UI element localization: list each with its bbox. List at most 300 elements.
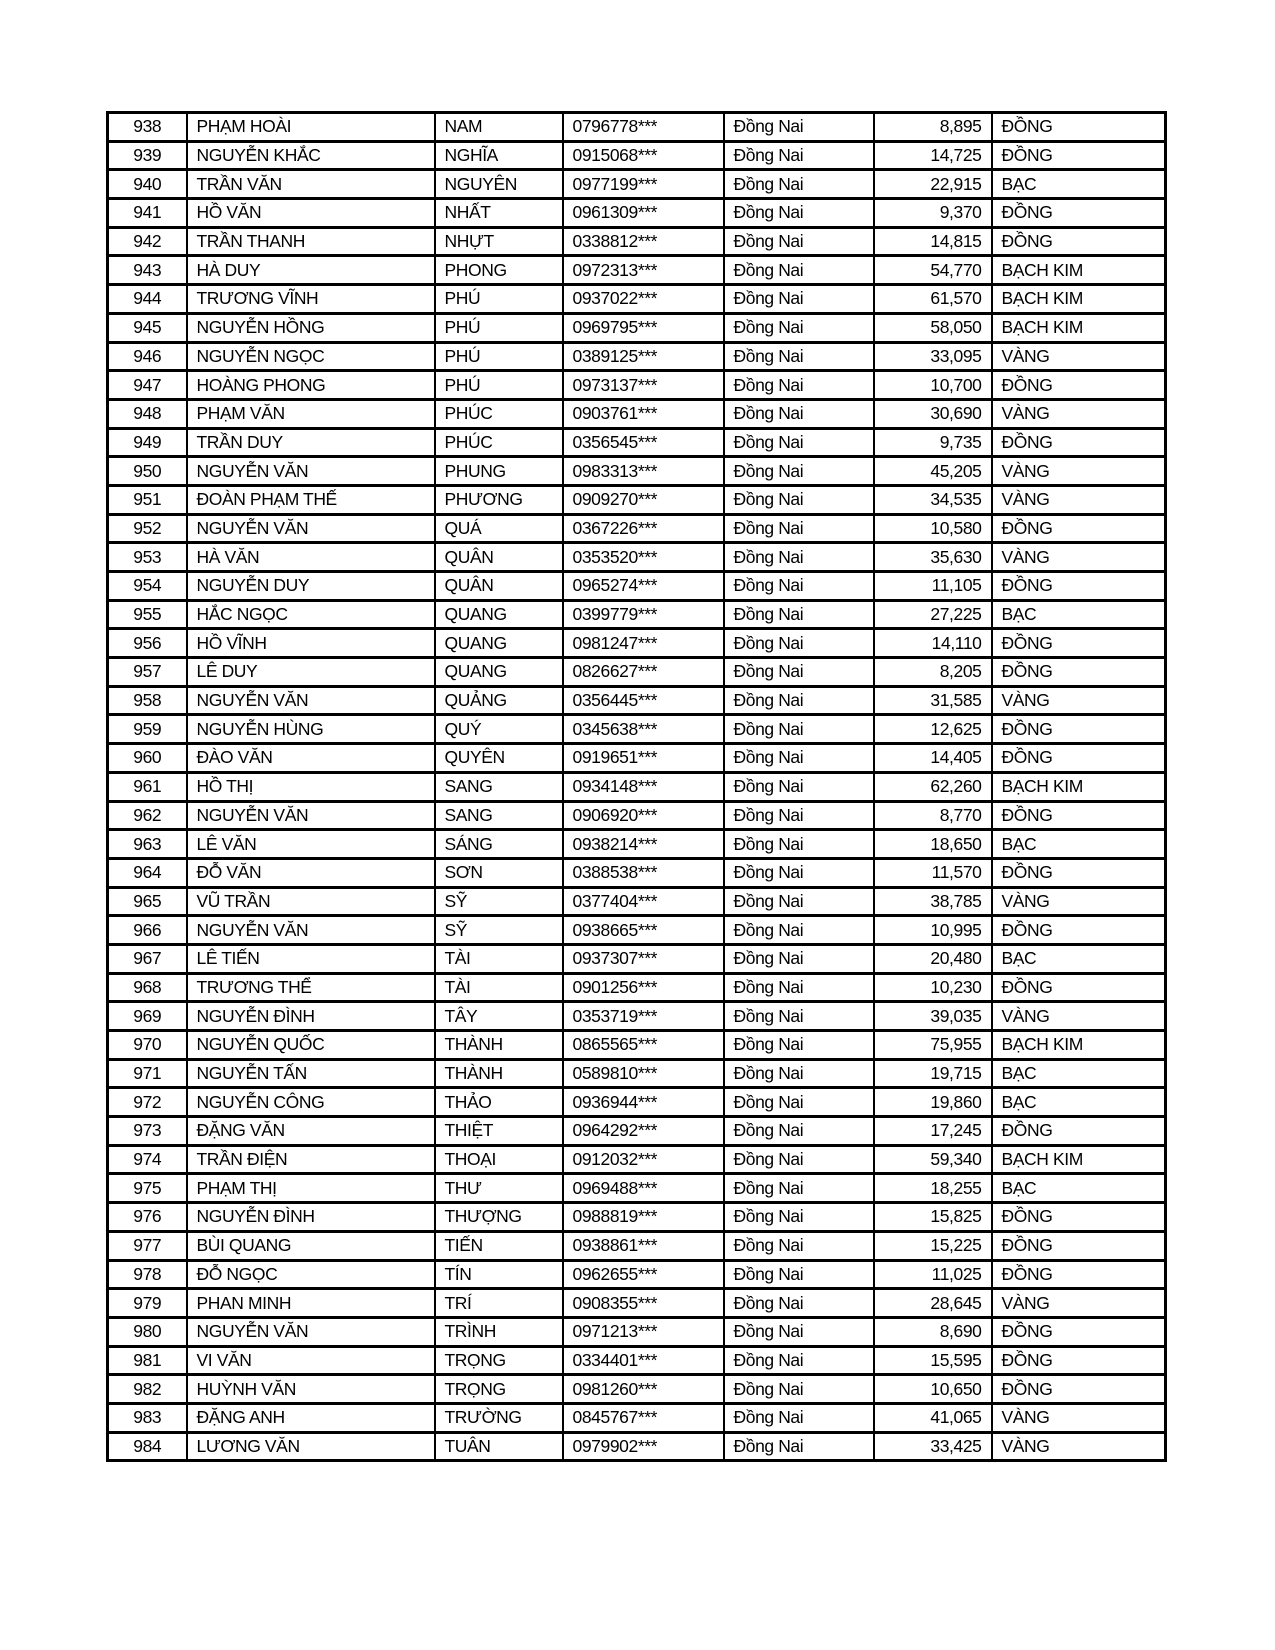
cell-first_name: QUÁ (435, 514, 563, 543)
cell-last_name: NGUYỄN HỒNG (187, 313, 435, 342)
cell-points: 17,245 (874, 1117, 992, 1146)
cell-points: 35,630 (874, 543, 992, 572)
table-row (108, 801, 1166, 830)
cell-last_name: PHẠM HOÀI (187, 113, 435, 142)
cell-phone: 0919651*** (563, 744, 724, 773)
cell-province: Đồng Nai (724, 973, 874, 1002)
cell-index: 961 (108, 772, 187, 801)
cell-province: Đồng Nai (724, 801, 874, 830)
cell-first_name: PHÚ (435, 285, 563, 314)
cell-last_name: NGUYỄN HÙNG (187, 715, 435, 744)
cell-phone: 0965274*** (563, 572, 724, 601)
cell-province: Đồng Nai (724, 113, 874, 142)
cell-province: Đồng Nai (724, 1231, 874, 1260)
cell-index: 972 (108, 1088, 187, 1117)
cell-tier: ĐỒNG (992, 428, 1166, 457)
cell-tier: BẠCH KIM (992, 256, 1166, 285)
cell-phone: 0961309*** (563, 199, 724, 228)
cell-index: 964 (108, 858, 187, 887)
table-row (108, 1375, 1166, 1404)
cell-tier: ĐỒNG (992, 973, 1166, 1002)
cell-last_name: NGUYỄN VĂN (187, 457, 435, 486)
cell-province: Đồng Nai (724, 830, 874, 859)
cell-last_name: ĐẶNG ANH (187, 1403, 435, 1432)
cell-phone: 0912032*** (563, 1145, 724, 1174)
cell-points: 10,230 (874, 973, 992, 1002)
cell-phone: 0389125*** (563, 342, 724, 371)
cell-tier: BẠCH KIM (992, 285, 1166, 314)
table-row (108, 658, 1166, 687)
cell-index: 957 (108, 658, 187, 687)
cell-last_name: VI VĂN (187, 1346, 435, 1375)
cell-first_name: SỸ (435, 887, 563, 916)
cell-province: Đồng Nai (724, 1289, 874, 1318)
cell-index: 953 (108, 543, 187, 572)
cell-phone: 0901256*** (563, 973, 724, 1002)
table-row (108, 600, 1166, 629)
cell-province: Đồng Nai (724, 1203, 874, 1232)
cell-tier: ĐỒNG (992, 141, 1166, 170)
cell-points: 14,815 (874, 227, 992, 256)
cell-tier: VÀNG (992, 1289, 1166, 1318)
cell-tier: ĐỒNG (992, 715, 1166, 744)
cell-index: 956 (108, 629, 187, 658)
cell-last_name: HỒ VĂN (187, 199, 435, 228)
cell-last_name: NGUYỄN VĂN (187, 801, 435, 830)
cell-tier: BẠCH KIM (992, 1145, 1166, 1174)
cell-tier: ĐỒNG (992, 744, 1166, 773)
cell-phone: 0826627*** (563, 658, 724, 687)
cell-first_name: QUÂN (435, 572, 563, 601)
cell-points: 11,105 (874, 572, 992, 601)
cell-index: 977 (108, 1231, 187, 1260)
cell-phone: 0338812*** (563, 227, 724, 256)
cell-last_name: HỒ VĨNH (187, 629, 435, 658)
cell-first_name: THƯỢNG (435, 1203, 563, 1232)
cell-last_name: TRẦN VĂN (187, 170, 435, 199)
cell-points: 33,095 (874, 342, 992, 371)
cell-phone: 0936944*** (563, 1088, 724, 1117)
cell-points: 28,645 (874, 1289, 992, 1318)
cell-tier: BẠC (992, 1174, 1166, 1203)
cell-index: 975 (108, 1174, 187, 1203)
cell-province: Đồng Nai (724, 658, 874, 687)
table-row (108, 973, 1166, 1002)
cell-points: 15,825 (874, 1203, 992, 1232)
cell-first_name: TIẾN (435, 1231, 563, 1260)
cell-tier: ĐỒNG (992, 371, 1166, 400)
cell-tier: ĐỒNG (992, 801, 1166, 830)
cell-first_name: TRỌNG (435, 1346, 563, 1375)
cell-first_name: NHẤT (435, 199, 563, 228)
cell-tier: BẠC (992, 170, 1166, 199)
cell-points: 33,425 (874, 1432, 992, 1461)
cell-tier: ĐỒNG (992, 658, 1166, 687)
cell-index: 974 (108, 1145, 187, 1174)
table-row (108, 686, 1166, 715)
cell-index: 950 (108, 457, 187, 486)
table-row (108, 1403, 1166, 1432)
cell-tier: BẠCH KIM (992, 772, 1166, 801)
cell-phone: 0983313*** (563, 457, 724, 486)
cell-province: Đồng Nai (724, 141, 874, 170)
cell-tier: ĐỒNG (992, 227, 1166, 256)
cell-points: 22,915 (874, 170, 992, 199)
cell-phone: 0981247*** (563, 629, 724, 658)
table-row (108, 342, 1166, 371)
cell-last_name: BÙI QUANG (187, 1231, 435, 1260)
cell-last_name: LÊ TIẾN (187, 944, 435, 973)
table-row (108, 1260, 1166, 1289)
table-row (108, 1145, 1166, 1174)
table-row (108, 170, 1166, 199)
cell-last_name: ĐỖ VĂN (187, 858, 435, 887)
cell-first_name: TÀI (435, 944, 563, 973)
table-row (108, 1031, 1166, 1060)
cell-province: Đồng Nai (724, 514, 874, 543)
cell-points: 54,770 (874, 256, 992, 285)
cell-points: 62,260 (874, 772, 992, 801)
table-row (108, 858, 1166, 887)
cell-points: 14,405 (874, 744, 992, 773)
cell-first_name: PHÚ (435, 342, 563, 371)
cell-first_name: TRÌNH (435, 1317, 563, 1346)
cell-phone: 0865565*** (563, 1031, 724, 1060)
cell-province: Đồng Nai (724, 1403, 874, 1432)
cell-province: Đồng Nai (724, 1145, 874, 1174)
cell-province: Đồng Nai (724, 629, 874, 658)
cell-points: 41,065 (874, 1403, 992, 1432)
cell-province: Đồng Nai (724, 342, 874, 371)
cell-index: 949 (108, 428, 187, 457)
cell-tier: ĐỒNG (992, 1375, 1166, 1404)
cell-points: 11,570 (874, 858, 992, 887)
cell-last_name: NGUYỄN KHẮC (187, 141, 435, 170)
table-row (108, 199, 1166, 228)
cell-first_name: QUANG (435, 600, 563, 629)
cell-last_name: NGUYỄN DUY (187, 572, 435, 601)
cell-first_name: PHÚC (435, 399, 563, 428)
cell-first_name: NHỰT (435, 227, 563, 256)
cell-last_name: PHẠM VĂN (187, 399, 435, 428)
cell-first_name: TÂY (435, 1002, 563, 1031)
cell-points: 8,770 (874, 801, 992, 830)
table-row (108, 399, 1166, 428)
cell-first_name: SÁNG (435, 830, 563, 859)
table-row (108, 256, 1166, 285)
cell-phone: 0979902*** (563, 1432, 724, 1461)
cell-points: 38,785 (874, 887, 992, 916)
table-row (108, 916, 1166, 945)
cell-province: Đồng Nai (724, 1317, 874, 1346)
cell-phone: 0969795*** (563, 313, 724, 342)
cell-first_name: THIỆT (435, 1117, 563, 1146)
cell-last_name: HỒ THỊ (187, 772, 435, 801)
cell-points: 14,110 (874, 629, 992, 658)
cell-phone: 0903761*** (563, 399, 724, 428)
cell-tier: VÀNG (992, 342, 1166, 371)
table-row (108, 715, 1166, 744)
cell-last_name: TRẦN THANH (187, 227, 435, 256)
cell-tier: VÀNG (992, 1002, 1166, 1031)
cell-province: Đồng Nai (724, 371, 874, 400)
cell-last_name: NGUYỄN ĐÌNH (187, 1002, 435, 1031)
cell-tier: BẠC (992, 830, 1166, 859)
cell-last_name: ĐẶNG VĂN (187, 1117, 435, 1146)
cell-first_name: PHONG (435, 256, 563, 285)
table-row (108, 485, 1166, 514)
cell-province: Đồng Nai (724, 1375, 874, 1404)
cell-index: 943 (108, 256, 187, 285)
cell-phone: 0377404*** (563, 887, 724, 916)
cell-phone: 0906920*** (563, 801, 724, 830)
table-row (108, 744, 1166, 773)
cell-first_name: QUANG (435, 658, 563, 687)
cell-index: 945 (108, 313, 187, 342)
cell-tier: BẠC (992, 1059, 1166, 1088)
cell-tier: VÀNG (992, 457, 1166, 486)
cell-points: 18,650 (874, 830, 992, 859)
cell-points: 19,860 (874, 1088, 992, 1117)
cell-index: 971 (108, 1059, 187, 1088)
cell-province: Đồng Nai (724, 1346, 874, 1375)
cell-points: 11,025 (874, 1260, 992, 1289)
cell-tier: ĐỒNG (992, 858, 1166, 887)
cell-index: 969 (108, 1002, 187, 1031)
cell-index: 960 (108, 744, 187, 773)
cell-province: Đồng Nai (724, 399, 874, 428)
cell-index: 938 (108, 113, 187, 142)
cell-points: 9,735 (874, 428, 992, 457)
cell-last_name: NGUYỄN VĂN (187, 1317, 435, 1346)
cell-tier: VÀNG (992, 399, 1166, 428)
cell-points: 61,570 (874, 285, 992, 314)
table-row (108, 543, 1166, 572)
cell-province: Đồng Nai (724, 686, 874, 715)
cell-last_name: HOÀNG PHONG (187, 371, 435, 400)
cell-tier: BẠC (992, 600, 1166, 629)
cell-last_name: VŨ TRẦN (187, 887, 435, 916)
cell-index: 940 (108, 170, 187, 199)
cell-index: 942 (108, 227, 187, 256)
cell-phone: 0971213*** (563, 1317, 724, 1346)
cell-first_name: QUYÊN (435, 744, 563, 773)
cell-last_name: LÊ VĂN (187, 830, 435, 859)
cell-last_name: NGUYỄN TẤN (187, 1059, 435, 1088)
cell-phone: 0973137*** (563, 371, 724, 400)
table-row (108, 141, 1166, 170)
cell-province: Đồng Nai (724, 887, 874, 916)
cell-last_name: NGUYỄN QUỐC (187, 1031, 435, 1060)
cell-last_name: NGUYỄN VĂN (187, 514, 435, 543)
cell-last_name: HẮC NGỌC (187, 600, 435, 629)
cell-phone: 0353719*** (563, 1002, 724, 1031)
cell-province: Đồng Nai (724, 1059, 874, 1088)
cell-points: 20,480 (874, 944, 992, 973)
cell-first_name: THẢO (435, 1088, 563, 1117)
cell-phone: 0964292*** (563, 1117, 724, 1146)
cell-phone: 0909270*** (563, 485, 724, 514)
cell-tier: ĐỒNG (992, 1317, 1166, 1346)
cell-last_name: NGUYỄN NGỌC (187, 342, 435, 371)
cell-last_name: NGUYỄN VĂN (187, 686, 435, 715)
cell-last_name: TRƯƠNG VĨNH (187, 285, 435, 314)
cell-first_name: QUẢNG (435, 686, 563, 715)
cell-province: Đồng Nai (724, 1088, 874, 1117)
cell-points: 8,895 (874, 113, 992, 142)
cell-index: 941 (108, 199, 187, 228)
table-row (108, 514, 1166, 543)
cell-index: 952 (108, 514, 187, 543)
table-row (108, 285, 1166, 314)
cell-province: Đồng Nai (724, 916, 874, 945)
cell-points: 39,035 (874, 1002, 992, 1031)
cell-index: 947 (108, 371, 187, 400)
cell-index: 968 (108, 973, 187, 1002)
cell-index: 979 (108, 1289, 187, 1318)
cell-first_name: NGHĨA (435, 141, 563, 170)
cell-index: 951 (108, 485, 187, 514)
cell-index: 946 (108, 342, 187, 371)
cell-first_name: QUANG (435, 629, 563, 658)
cell-province: Đồng Nai (724, 944, 874, 973)
cell-first_name: PHÚC (435, 428, 563, 457)
cell-points: 19,715 (874, 1059, 992, 1088)
cell-phone: 0367226*** (563, 514, 724, 543)
cell-last_name: PHẠM THỊ (187, 1174, 435, 1203)
cell-phone: 0977199*** (563, 170, 724, 199)
ranking-table-body (108, 113, 1166, 1461)
cell-province: Đồng Nai (724, 256, 874, 285)
cell-first_name: QUÝ (435, 715, 563, 744)
cell-last_name: TRƯƠNG THỂ (187, 973, 435, 1002)
cell-province: Đồng Nai (724, 313, 874, 342)
cell-points: 12,625 (874, 715, 992, 744)
cell-index: 984 (108, 1432, 187, 1461)
cell-points: 75,955 (874, 1031, 992, 1060)
cell-last_name: NGUYỄN VĂN (187, 916, 435, 945)
table-row (108, 1002, 1166, 1031)
cell-tier: ĐỒNG (992, 514, 1166, 543)
cell-phone: 0353520*** (563, 543, 724, 572)
cell-first_name: THÀNH (435, 1059, 563, 1088)
cell-last_name: HUỲNH VĂN (187, 1375, 435, 1404)
cell-phone: 0981260*** (563, 1375, 724, 1404)
cell-phone: 0388538*** (563, 858, 724, 887)
cell-index: 980 (108, 1317, 187, 1346)
cell-tier: VÀNG (992, 1403, 1166, 1432)
table-row (108, 113, 1166, 142)
cell-index: 948 (108, 399, 187, 428)
table-row (108, 1203, 1166, 1232)
cell-points: 58,050 (874, 313, 992, 342)
cell-province: Đồng Nai (724, 572, 874, 601)
cell-tier: VÀNG (992, 887, 1166, 916)
cell-tier: BẠCH KIM (992, 313, 1166, 342)
cell-points: 30,690 (874, 399, 992, 428)
cell-phone: 0356445*** (563, 686, 724, 715)
cell-points: 34,535 (874, 485, 992, 514)
table-row (108, 1432, 1166, 1461)
cell-first_name: TRƯỜNG (435, 1403, 563, 1432)
cell-province: Đồng Nai (724, 285, 874, 314)
cell-last_name: PHAN MINH (187, 1289, 435, 1318)
cell-first_name: PHÚ (435, 313, 563, 342)
table-row (108, 1289, 1166, 1318)
cell-province: Đồng Nai (724, 1117, 874, 1146)
cell-province: Đồng Nai (724, 1432, 874, 1461)
cell-points: 10,995 (874, 916, 992, 945)
cell-last_name: TRẦN ĐIỆN (187, 1145, 435, 1174)
cell-tier: ĐỒNG (992, 629, 1166, 658)
cell-first_name: THƯ (435, 1174, 563, 1203)
cell-phone: 0962655*** (563, 1260, 724, 1289)
cell-first_name: TRÍ (435, 1289, 563, 1318)
cell-province: Đồng Nai (724, 428, 874, 457)
cell-first_name: TUÂN (435, 1432, 563, 1461)
cell-points: 15,225 (874, 1231, 992, 1260)
cell-tier: BẠC (992, 944, 1166, 973)
cell-first_name: NAM (435, 113, 563, 142)
cell-tier: ĐỒNG (992, 572, 1166, 601)
cell-first_name: SỸ (435, 916, 563, 945)
cell-first_name: TÍN (435, 1260, 563, 1289)
table-row (108, 944, 1166, 973)
cell-tier: ĐỒNG (992, 1117, 1166, 1146)
table-row (108, 1317, 1166, 1346)
cell-last_name: NGUYỄN ĐÌNH (187, 1203, 435, 1232)
cell-first_name: PHƯƠNG (435, 485, 563, 514)
cell-last_name: LÊ DUY (187, 658, 435, 687)
cell-province: Đồng Nai (724, 1174, 874, 1203)
cell-phone: 0399779*** (563, 600, 724, 629)
cell-first_name: TÀI (435, 973, 563, 1002)
cell-points: 18,255 (874, 1174, 992, 1203)
cell-province: Đồng Nai (724, 485, 874, 514)
cell-points: 15,595 (874, 1346, 992, 1375)
ranking-table (106, 111, 1167, 1462)
cell-index: 982 (108, 1375, 187, 1404)
table-row (108, 887, 1166, 916)
cell-phone: 0356545*** (563, 428, 724, 457)
table-row (108, 428, 1166, 457)
cell-tier: ĐỒNG (992, 199, 1166, 228)
cell-phone: 0908355*** (563, 1289, 724, 1318)
cell-phone: 0334401*** (563, 1346, 724, 1375)
cell-last_name: ĐỖ NGỌC (187, 1260, 435, 1289)
cell-first_name: PHUNG (435, 457, 563, 486)
cell-first_name: SƠN (435, 858, 563, 887)
cell-index: 973 (108, 1117, 187, 1146)
table-row (108, 1231, 1166, 1260)
cell-province: Đồng Nai (724, 744, 874, 773)
cell-phone: 0915068*** (563, 141, 724, 170)
cell-phone: 0938214*** (563, 830, 724, 859)
cell-last_name: ĐOÀN PHẠM THẾ (187, 485, 435, 514)
cell-phone: 0937307*** (563, 944, 724, 973)
table-row (108, 1346, 1166, 1375)
table-row (108, 1117, 1166, 1146)
cell-first_name: THOẠI (435, 1145, 563, 1174)
cell-points: 10,650 (874, 1375, 992, 1404)
cell-index: 967 (108, 944, 187, 973)
cell-last_name: NGUYỄN CÔNG (187, 1088, 435, 1117)
cell-first_name: SANG (435, 772, 563, 801)
cell-province: Đồng Nai (724, 715, 874, 744)
cell-points: 8,205 (874, 658, 992, 687)
cell-index: 970 (108, 1031, 187, 1060)
cell-points: 59,340 (874, 1145, 992, 1174)
